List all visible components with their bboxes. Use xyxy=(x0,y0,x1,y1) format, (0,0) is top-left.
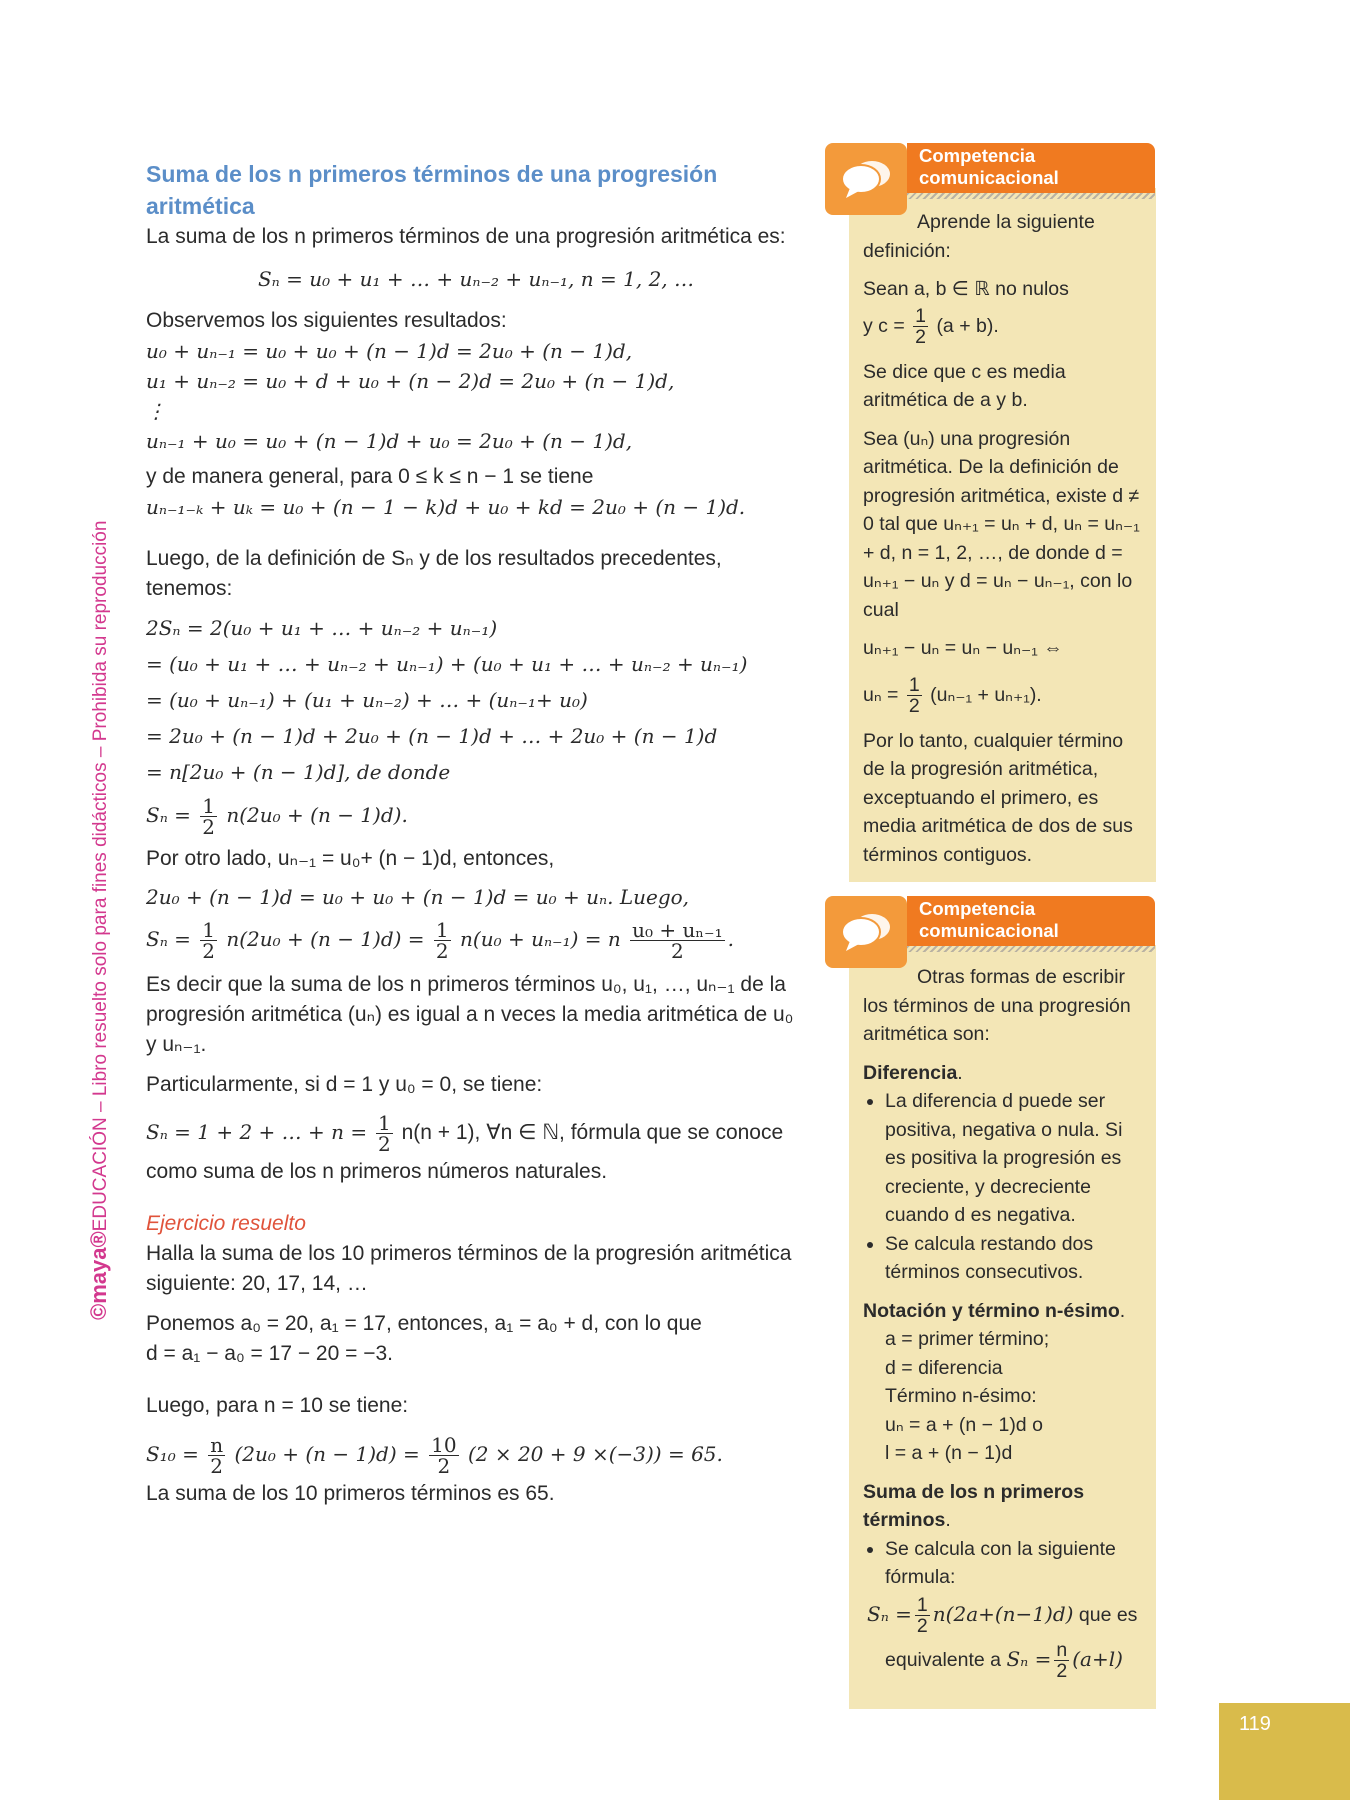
eq-line-b3: = 2u₀ + (n − 1)d + 2u₀ + (n − 1)d + … + 2u₀ + (n − 1)d xyxy=(146,724,718,748)
fraction-ten-half xyxy=(429,1435,458,1476)
fraction-one-half xyxy=(434,920,451,961)
frac-num: n xyxy=(210,1433,224,1457)
fraction-one-half xyxy=(907,675,922,716)
frac-den: 2 xyxy=(915,325,927,348)
box1-p3: Se dice que c es media aritmética de a y b. xyxy=(863,360,1066,411)
box2-suma-title: Suma de los n primeros términos xyxy=(863,1480,1085,1531)
box2-dif: Diferencia. xyxy=(863,1061,963,1084)
list-item: • La diferencia d puede ser positiva, negativa o nula. Si es positiva la progresión es creciente, y decreciente cuando d es negativa. xyxy=(885,1087,1140,1230)
frac-den: 2 xyxy=(1056,1659,1068,1682)
box2-dif-list xyxy=(863,1087,1140,1287)
ejercicio-label: Ejercicio resuelto xyxy=(146,1212,306,1235)
list-item: • Se calcula restando dos términos consecutivos. xyxy=(885,1230,1140,1287)
box2-not-line: a = primer término; xyxy=(885,1328,1050,1350)
suma-f2-post: (a+l) xyxy=(1072,1646,1123,1671)
frac-num: u₀ + uₙ₋₁ xyxy=(632,918,723,942)
competencia-box-2 xyxy=(849,945,1156,1709)
box1-p2b-pre: y c = xyxy=(863,314,905,337)
eq-sn2-c: n(u₀ + uₙ₋₁) = n xyxy=(460,927,621,951)
frac-den: 2 xyxy=(378,1131,391,1156)
suma-f1-post: n(2a+(n−1)d) xyxy=(932,1601,1074,1626)
particular-text: Particularmente, si d = 1 y u₀ = 0, se tiene: xyxy=(146,1073,543,1096)
luego-text: Luego, de la definición de Sₙ y de los resultados precedentes, tenemos: xyxy=(146,547,722,600)
frac-num: 1 xyxy=(202,794,216,818)
eq-s10-c: (2 × 20 + 9 ×(−3)) = 65. xyxy=(467,1442,723,1466)
box1-header-title: Competencia comunicacional xyxy=(919,145,1059,188)
suma-f1-tail: que es xyxy=(1078,1603,1138,1626)
fraction-one-half xyxy=(376,1110,393,1156)
eq-sn2-a: Sₙ = xyxy=(146,927,191,951)
frac-den: 2 xyxy=(202,815,216,839)
competencia-header-2 xyxy=(825,896,1155,958)
eq-line-a3: uₙ₋₁ + u₀ = u₀ + (n − 1)d + u₀ = 2u₀ + (n − 1)d, xyxy=(146,429,633,453)
sn-formula xyxy=(146,790,806,840)
box2-not-line: l = a + (n − 1)d xyxy=(885,1442,1013,1464)
frac-num: 1 xyxy=(378,1110,391,1135)
fraction-one-half xyxy=(913,306,928,347)
page-number: 119 xyxy=(1239,1713,1271,1735)
ejercicio-text: Halla la suma de los 10 primeros términos de la progresión aritmética siguiente: 20, 17, 14, … xyxy=(146,1242,792,1295)
box2-not-line: d = diferencia xyxy=(885,1356,1003,1379)
eq-line-a2: ⋮ xyxy=(146,399,166,423)
intro-text: La suma de los n primeros términos de una progresión aritmética es: xyxy=(146,225,786,248)
box1-p4: Sea (uₙ) una progresión aritmética. De la definición de progresión aritmética, existe d ≠ 0 tal que uₙ₊₁ = uₙ + d, uₙ = uₙ₋₁ + d, n = 1, 2, …, de donde d = uₙ₊₁ − uₙ y d = uₙ − uₙ₋₁, con lo cual xyxy=(863,427,1140,621)
box1-p1: Aprende la siguiente definición: xyxy=(863,211,1095,262)
frac-num: 1 xyxy=(908,673,920,696)
box1-p6-pre: uₙ = xyxy=(863,683,899,706)
fraction-n-half xyxy=(1054,1640,1069,1681)
side-brand: ©maya® xyxy=(86,1231,111,1320)
eq-line-b0: 2Sₙ = 2(u₀ + u₁ + … + uₙ₋₂ + uₙ₋₁) xyxy=(146,616,498,640)
eq-nat-b: n(n + 1), ∀n ∈ ℕ, fórmula que se conoce xyxy=(401,1121,784,1144)
eq-s10-b: (2u₀ + (n − 1)d) = xyxy=(234,1442,420,1466)
ponemos-1: Ponemos a₀ = 20, a₁ = 17, entonces, a₁ = a₀ + d, con lo que xyxy=(146,1312,702,1335)
eq-nat-a: Sₙ = 1 + 2 + … + n = xyxy=(146,1120,368,1144)
eq-s10 xyxy=(146,1429,806,1479)
eq-2u: 2u₀ + (n − 1)d = u₀ + u₀ + (n − 1)d = u₀ + uₙ. Luego, xyxy=(146,885,690,909)
frac-num: 10 xyxy=(431,1433,457,1457)
box1-p2b xyxy=(863,304,1140,348)
suma-f2-s: Sₙ = xyxy=(1006,1646,1052,1671)
fraction-one-half xyxy=(200,920,217,961)
box2-suma: Suma de los n primeros términos. xyxy=(863,1480,1085,1531)
frac-num: 1 xyxy=(435,918,449,942)
box2-not-line: Término n-ésimo: xyxy=(885,1385,1037,1407)
box1-p6-post: (uₙ₋₁ + uₙ₊₁). xyxy=(930,683,1042,706)
sn-formula-pre: Sₙ = xyxy=(146,803,191,827)
suma-f1-pre: Sₙ = xyxy=(867,1601,912,1626)
eq-line-b4: = n[2u₀ + (n − 1)d], de donde xyxy=(146,760,451,784)
suma-f2-pre: equivalente a xyxy=(885,1648,1002,1671)
general-text: y de manera general, para 0 ≤ k ≤ n − 1 se tiene xyxy=(146,465,594,488)
eq-nat-c: como suma de los n primeros números naturales. xyxy=(146,1160,608,1183)
eq-line-a1: u₁ + uₙ₋₂ = u₀ + d + u₀ + (n − 2)d = 2u₀ + (n − 1)d, xyxy=(146,369,675,393)
box2-suma-list xyxy=(863,1535,1140,1592)
eq-line-a0: u₀ + uₙ₋₁ = u₀ + u₀ + (n − 1)d = 2u₀ + (n − 1)d, xyxy=(146,339,633,363)
fraction-one-half xyxy=(200,796,217,837)
competencia-box-1 xyxy=(849,188,1156,882)
frac-den: 2 xyxy=(210,1454,224,1478)
frac-den: 2 xyxy=(435,939,449,963)
eq-naturals xyxy=(146,1108,806,1157)
luego-n10: Luego, para n = 10 se tiene: xyxy=(146,1394,409,1417)
frac-den: 2 xyxy=(202,939,216,963)
box2-dif-title: Diferencia xyxy=(863,1061,958,1084)
frac-den: 2 xyxy=(671,939,684,963)
frac-num: 1 xyxy=(916,1593,928,1616)
box1-p6 xyxy=(863,673,1140,717)
box1-p7: Por lo tanto, cualquier término de la progresión aritmética, exceptuando el primero, es media aritmética de dos de sus términos contiguos. xyxy=(863,729,1133,866)
fraction-mean xyxy=(630,920,724,961)
eq-s10-a: S₁₀ = xyxy=(146,1442,199,1466)
box2-not-line: uₙ = a + (n − 1)d o xyxy=(885,1413,1043,1436)
competencia-header-1 xyxy=(825,143,1155,205)
frac-den: 2 xyxy=(437,1454,451,1478)
box2-formula-2 xyxy=(863,1637,1140,1682)
frac-num: 1 xyxy=(915,304,927,327)
por-otro-text: Por otro lado, uₙ₋₁ = u₀+ (n − 1)d, entonces, xyxy=(146,847,555,870)
side-notice: EDUCACIÓN – Libro resuelto solo para fines didácticos – Prohibida su reproducción xyxy=(90,520,111,1232)
frac-num: 1 xyxy=(202,918,216,942)
ponemos-2: d = a₁ − a₀ = 17 − 20 = −3. xyxy=(146,1342,393,1365)
eq-sn2-b: n(2u₀ + (n − 1)d) = xyxy=(226,927,425,951)
eq-sn-definition: Sₙ = u₀ + u₁ + … + uₙ₋₂ + uₙ₋₁, n = 1, 2, … xyxy=(257,267,695,291)
frac-den: 2 xyxy=(908,694,920,717)
box2-header-title: Competencia comunicacional xyxy=(919,898,1059,941)
box2-not: Notación y término n-ésimo. xyxy=(863,1299,1126,1322)
speech-bubbles-icon xyxy=(825,143,907,215)
conclusion-text: La suma de los 10 primeros términos es 65. xyxy=(146,1482,555,1505)
page-number-box xyxy=(1219,1703,1350,1800)
eq-sn-mean: Sₙ = $\frac{1}{2}$ n(2u₀ + (n − 1)d) = $\frac{1}{2}$ n(u₀ + uₙ₋₁) = n $\frac{\text{u₀ + uₙ₋₁}}{2}$ . xyxy=(146,918,734,963)
box1-p5: uₙ₊₁ − uₙ = uₙ − uₙ₋₁ ⇔ xyxy=(863,637,1063,659)
section-heading: Suma de los n primeros términos de una progresión aritmética xyxy=(146,161,718,219)
eq-line-b1: = (u₀ + u₁ + … + uₙ₋₂ + uₙ₋₁) + (u₀ + u₁ + … + uₙ₋₂ + uₙ₋₁) xyxy=(146,652,748,676)
es-decir-text: Es decir que la suma de los n primeros términos u₀, u₁, …, uₙ₋₁ de la progresión aritmética (uₙ) es igual a n veces la media aritmética de u₀ y uₙ₋₁. xyxy=(146,973,794,1056)
box2-formula-1 xyxy=(863,1592,1140,1637)
frac-den: 2 xyxy=(916,1614,928,1637)
general-eq: uₙ₋₁₋ₖ + uₖ = u₀ + (n − 1 − k)d + u₀ + kd = 2u₀ + (n − 1)d. xyxy=(146,495,746,519)
main-content xyxy=(146,158,806,1509)
observe-text: Observemos los siguientes resultados: xyxy=(146,309,507,332)
eq-line-b2: = (u₀ + uₙ₋₁) + (u₁ + uₙ₋₂) + … + (uₙ₋₁+ u₀) xyxy=(146,688,588,712)
list-item: • Se calcula con la siguiente fórmula: xyxy=(885,1535,1140,1592)
frac-num: n xyxy=(1056,1638,1068,1661)
box2-p1: Otras formas de escribir los términos de una progresión aritmética son: xyxy=(863,966,1131,1045)
box1-p2a: Sean a, b ∈ ℝ no nulos xyxy=(863,278,1069,300)
speech-bubbles-icon xyxy=(825,896,907,968)
fraction-one-half xyxy=(915,1595,930,1636)
box2-not-title: Notación y término n-ésimo xyxy=(863,1299,1120,1322)
fraction-n-half xyxy=(208,1435,225,1476)
box1-p2b-post: (a + b). xyxy=(936,314,999,337)
sn-formula-post: n(2u₀ + (n − 1)d). xyxy=(226,803,408,827)
